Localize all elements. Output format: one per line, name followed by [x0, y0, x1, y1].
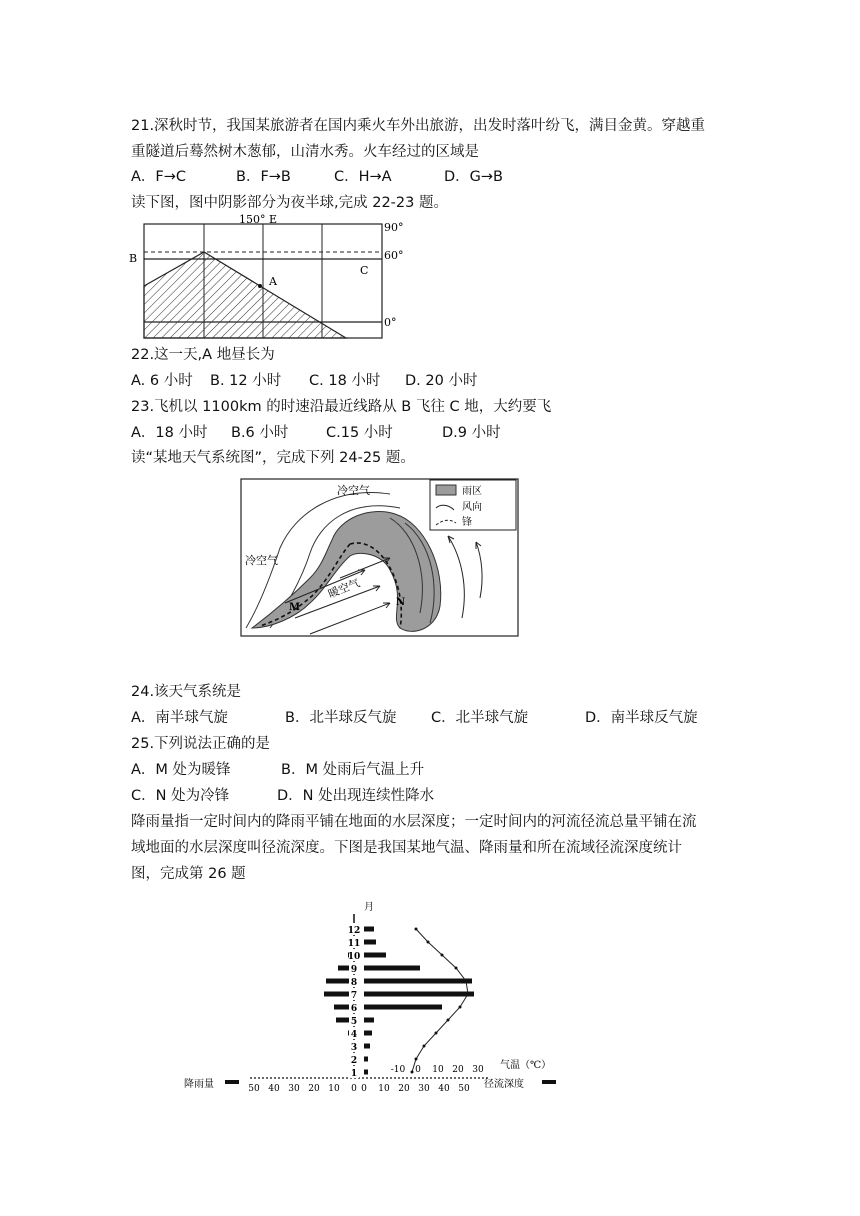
temperature-point — [465, 980, 468, 983]
lat-60-label: 60° — [384, 249, 404, 262]
month-label: 10 — [347, 952, 361, 962]
month-label: 12 — [347, 926, 361, 936]
runoff-bars — [364, 927, 474, 1075]
q22-option-c: C. 18 小时 — [309, 373, 381, 389]
q25-option-d: D．N 处出现连续性降水 — [277, 788, 435, 804]
month-label: 1 — [350, 1069, 358, 1079]
temperature-axis-ticks — [391, 1065, 484, 1075]
temperature-point — [459, 1006, 462, 1009]
lon-150e-label: 150° E — [239, 213, 278, 226]
rain-tick-label: 40 — [268, 1084, 280, 1094]
runoff-bar — [364, 953, 386, 958]
runoff-bar — [364, 1018, 374, 1023]
rain-axis-label: 降雨量 — [184, 1079, 214, 1090]
rain-axis-ticks — [248, 1084, 357, 1094]
runoff-bar — [364, 966, 420, 971]
intro-24-25: 读“某地天气系统图”，完成下列 24-25 题。 — [131, 450, 415, 466]
runoff-bar — [364, 927, 374, 932]
temperature-point — [435, 1032, 438, 1035]
night-hemisphere-shade — [144, 252, 346, 338]
temperature-point — [455, 967, 458, 970]
intro-26-line3: 图，完成第 26 题 — [131, 866, 246, 882]
temperature-tick-label: 10 — [432, 1065, 444, 1075]
month-label: 3 — [350, 1043, 358, 1053]
temperature-point — [411, 1071, 414, 1074]
month-label: 4 — [350, 1030, 358, 1040]
month-label: 8 — [350, 978, 358, 988]
rain-tick-label: 20 — [308, 1084, 320, 1094]
temperature-axis-label: 气温（℃） — [500, 1060, 552, 1071]
runoff-bar — [364, 1057, 368, 1062]
q24-option-d: D．南半球反气旋 — [585, 710, 698, 726]
label-n: N — [396, 597, 406, 608]
runoff-tick-label: 40 — [438, 1084, 450, 1094]
temperature-point — [427, 941, 430, 944]
point-c-label: C — [360, 264, 369, 277]
label-m: M — [289, 602, 301, 613]
runoff-bar — [364, 979, 472, 984]
month-labels — [348, 923, 361, 1079]
month-label: 2 — [350, 1056, 358, 1066]
runoff-bar — [364, 940, 376, 945]
intro-26-line1: 降雨量指一定时间内的降雨平铺在地面的水层深度；一定时间内的河流径流总量平铺在流 — [131, 814, 697, 830]
temperature-point — [415, 1058, 418, 1061]
q25-option-b: B．M 处雨后气温上升 — [281, 762, 425, 778]
q24-option-b: B．北半球反气旋 — [285, 710, 397, 726]
cold-air-top-label: 冷空气 — [337, 484, 370, 497]
month-label: 6 — [350, 1004, 358, 1014]
runoff-bar — [364, 1044, 370, 1049]
point-b-label: B — [129, 252, 138, 265]
point-a-label: A — [269, 275, 277, 288]
month-label: 7 — [350, 991, 358, 1001]
temperature-point — [447, 1019, 450, 1022]
temperature-curve — [412, 929, 468, 1072]
lat-0-label: 0° — [384, 316, 397, 329]
legend-rain-swatch — [436, 485, 456, 495]
q21-option-d: D．G→B — [444, 169, 503, 185]
temperature-point — [415, 928, 418, 931]
runoff-bar — [364, 1070, 368, 1075]
runoff-axis-label: 径流深度 — [484, 1079, 524, 1090]
temperature-tick-label: 30 — [472, 1065, 484, 1075]
q23-option-a: A．18 小时 — [131, 425, 208, 441]
weather-system-figure — [240, 478, 520, 638]
q21-stem-line2: 重隧道后蓦然树木葱郁，山清水秀。火车经过的区域是 — [131, 144, 479, 160]
legend-rain-label: 雨区 — [462, 486, 482, 497]
rain-tick-label: 0 — [351, 1084, 357, 1094]
lat-90-label: 90° — [384, 221, 404, 234]
q23-option-d: D.9 小时 — [442, 425, 501, 441]
intro-22-23: 读下图，图中阴影部分为夜半球,完成 22-23 题。 — [131, 195, 448, 211]
runoff-axis-ticks — [361, 1084, 470, 1094]
temperature-points — [411, 928, 470, 1074]
q23-stem: 23.飞机以 1100km 的时速沿最近线路从 B 飞往 C 地，大约要飞 — [131, 399, 552, 415]
runoff-tick-label: 10 — [378, 1084, 390, 1094]
q25-option-c: C．N 处为冷锋 — [131, 788, 230, 804]
intro-26-line2: 域地面的水层深度叫径流深度。下图是我国某地气温、降雨量和所在流域径流深度统计 — [131, 840, 682, 856]
q25-stem: 25.下列说法正确的是 — [131, 736, 271, 752]
rain-tick-label: 10 — [328, 1084, 340, 1094]
q22-option-a: A. 6 小时 — [131, 373, 193, 389]
cold-air-left-label: 冷空气 — [245, 554, 278, 567]
month-label: 5 — [350, 1017, 358, 1027]
rain-legend-swatch — [225, 1080, 239, 1084]
q21-stem-line1: 21.深秋时节，我国某旅游者在国内乘火车外出旅游，出发时落叶纷飞，满目金黄。穿越重 — [131, 118, 706, 134]
month-label: 9 — [350, 965, 358, 975]
temperature-point — [467, 993, 470, 996]
temperature-point — [423, 1045, 426, 1048]
runoff-legend-swatch — [542, 1080, 556, 1084]
q22-option-d: D. 20 小时 — [405, 373, 478, 389]
q21-option-a: A．F→C — [131, 169, 187, 185]
legend-front-label: 锋 — [462, 517, 472, 528]
q21-option-c: C．H→A — [334, 169, 392, 185]
month-label: 11 — [347, 939, 361, 949]
runoff-tick-label: 30 — [418, 1084, 430, 1094]
q23-option-c: C.15 小时 — [326, 425, 393, 441]
legend-wind-label: 风向 — [462, 502, 482, 513]
runoff-tick-label: 0 — [361, 1084, 367, 1094]
temperature-point — [441, 954, 444, 957]
q24-option-c: C．北半球气旋 — [431, 710, 529, 726]
point-a-dot — [258, 284, 262, 288]
q22-stem: 22.这一天,A 地昼长为 — [131, 347, 275, 363]
runoff-tick-label: 50 — [458, 1084, 470, 1094]
month-axis-label: 月 — [364, 902, 374, 913]
day-night-figure — [126, 212, 416, 342]
q24-stem: 24.该天气系统是 — [131, 684, 242, 700]
temperature-tick-label: -10 — [390, 1065, 406, 1075]
warm-air-label: 暖空气 — [326, 576, 362, 601]
runoff-bar — [364, 1005, 442, 1010]
q23-option-b: B.6 小时 — [231, 425, 289, 441]
runoff-tick-label: 20 — [398, 1084, 410, 1094]
temperature-tick-label: 0 — [415, 1065, 421, 1075]
runoff-bar — [364, 992, 474, 997]
q22-option-b: B. 12 小时 — [210, 373, 282, 389]
rain-tick-label: 30 — [288, 1084, 300, 1094]
q24-option-a: A．南半球气旋 — [131, 710, 228, 726]
temperature-tick-label: 20 — [452, 1065, 464, 1075]
q21-option-b: B．F→B — [236, 169, 291, 185]
rain-tick-label: 50 — [248, 1084, 260, 1094]
climate-runoff-chart — [180, 896, 580, 1096]
runoff-bar — [364, 1031, 372, 1036]
q25-option-a: A．M 处为暖锋 — [131, 762, 231, 778]
